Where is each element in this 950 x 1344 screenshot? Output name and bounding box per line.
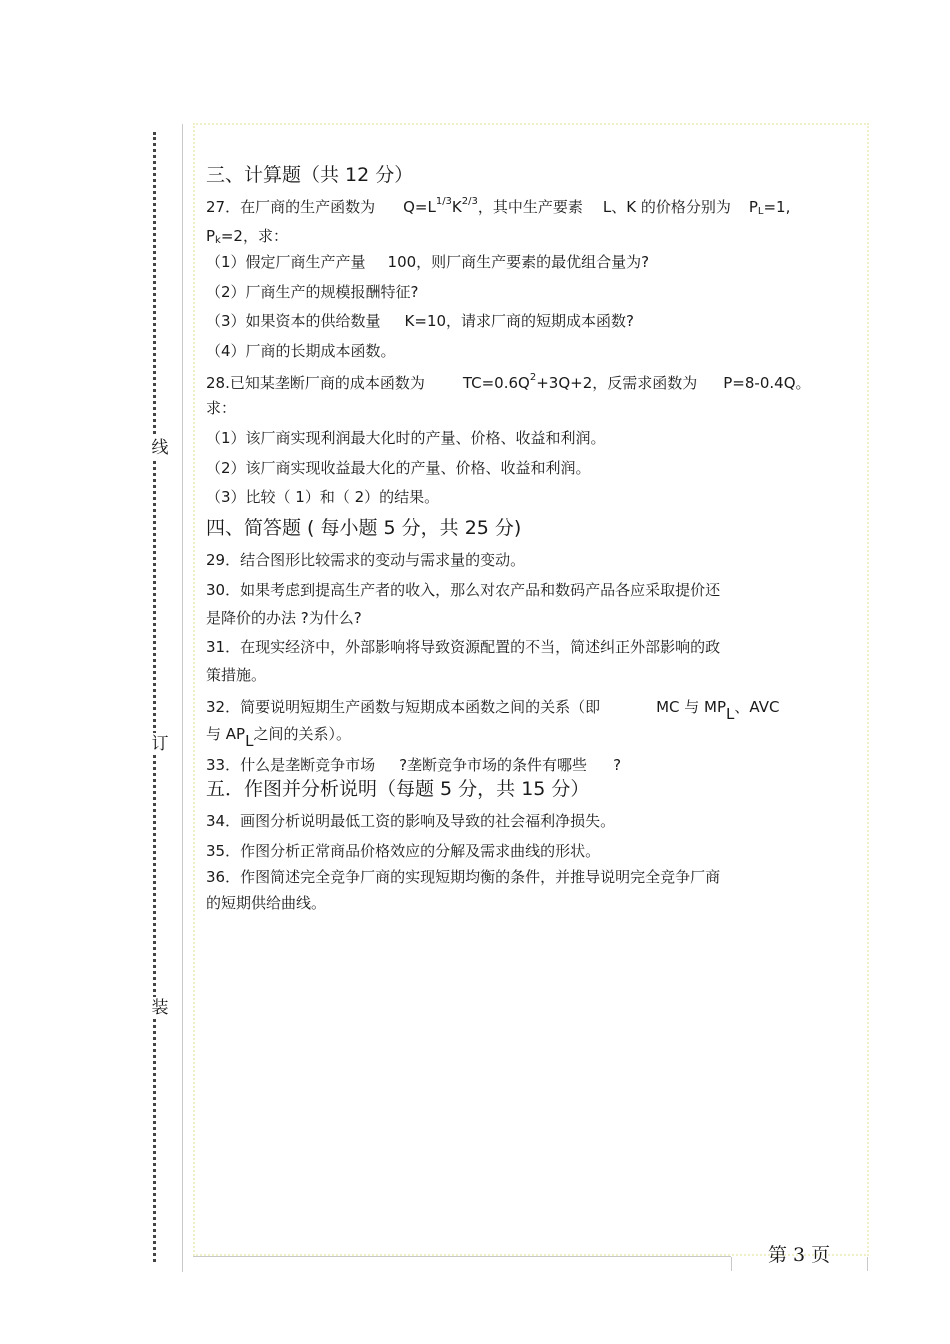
question-27-part-3: [206, 311, 634, 331]
question-27-part-4: （4）厂商的长期成本函数。: [206, 342, 396, 360]
q28-formula-tc: TC=0.6Q: [462, 374, 530, 392]
page-number: 第 3 页: [768, 1244, 831, 1266]
section-title-drawing: 五．作图并分析说明（每题 5 分，共 15 分）: [206, 778, 590, 800]
q32-ap-sub-l: L: [245, 732, 254, 750]
q27-exponent-k: 2/3: [461, 196, 478, 207]
q27-price-sub-l: L: [757, 206, 764, 217]
q32-text-c: 、AVC: [734, 698, 780, 716]
q32-ap: 与 AP: [206, 725, 246, 743]
q33-text-a: 33．什么是垄断竞争市场: [206, 756, 376, 774]
question-30-line-1: 30．如果考虑到提高生产者的收入，那么对农产品和数码产品各应采取提价还: [206, 581, 721, 599]
question-28-part-3: （3）比较（ 1）和（ 2）的结果。: [206, 488, 440, 506]
section-title-short-answer: 四、简答题 ( 每小题 5 分，共 25 分): [206, 517, 522, 539]
footer-rule: [193, 1256, 731, 1257]
question-30-line-2: 是降价的办法 ?为什么?: [206, 609, 362, 627]
question-27-part-2: （2）厂商生产的规模报酬特征?: [206, 283, 419, 301]
binding-margin-dotted-line: [153, 132, 156, 1262]
question-32-line-2: [206, 724, 351, 750]
question-28-line-1: [206, 373, 811, 393]
question-31-line-1: 31．在现实经济中，外部影响将导致资源配置的不当，简述纠正外部影响的政: [206, 638, 721, 656]
question-31-line-2: 策措施。: [206, 666, 267, 684]
question-34: 34．画图分析说明最低工资的影响及导致的社会福利净损失。: [206, 812, 616, 830]
q27-part-1-b: 100，则厂商生产要素的最优组合量为?: [387, 253, 650, 271]
q27-pk-p: P: [206, 227, 216, 245]
q27-part-3-a: （3）如果资本的供给数量: [206, 312, 381, 330]
q33-text-b: ?垄断竞争市场的条件有哪些: [399, 756, 588, 774]
q32-sub-l: L: [726, 705, 735, 723]
section-title-calculation: 三、计算题（共 12 分）: [206, 164, 414, 186]
q27-text-e: L、K 的价格分别为: [602, 198, 731, 216]
q27-price-value: =1,: [763, 198, 791, 216]
question-27-part-1: [206, 252, 649, 272]
q32-text-a: 32．简要说明短期生产函数与短期成本函数之间的关系（即: [206, 698, 601, 716]
q27-text-d: ，其中生产要素: [477, 198, 583, 216]
binding-char-ding: 订: [149, 733, 171, 755]
q27-exponent-l: 1/3: [435, 196, 452, 207]
margin-rule: [182, 124, 183, 1272]
q28-exponent: 2: [529, 372, 537, 383]
q27-pk-value: =2，求：: [220, 227, 288, 245]
question-27-line-2: [206, 226, 288, 246]
question-28-part-2: （2）该厂商实现收益最大化的产量、价格、收益和利润。: [206, 459, 591, 477]
question-28-line-2: 求：: [206, 399, 237, 417]
q27-formula-q: Q=L: [403, 198, 436, 216]
question-33: [206, 755, 621, 775]
question-32-line-1: [206, 697, 780, 723]
question-29: 29．结合图形比较需求的变动与需求量的变动。: [206, 551, 526, 569]
q27-text-a: 27．在厂商的生产函数为: [206, 198, 376, 216]
question-28-part-1: （1）该厂商实现利润最大化时的产量、价格、收益和利润。: [206, 429, 606, 447]
binding-char-xian: 线: [149, 437, 171, 459]
q33-text-c: ?: [613, 756, 622, 774]
question-35: 35．作图分析正常商品价格效应的分解及需求曲线的形状。: [206, 842, 601, 860]
q27-price-p: P: [748, 198, 758, 216]
q27-part-3-b: K=10，请求厂商的短期成本函数?: [404, 312, 635, 330]
footer-tick-right: [867, 1257, 868, 1271]
q32-text-tail: 之间的关系）。: [253, 725, 351, 743]
q27-pk-sub: k: [215, 235, 221, 246]
question-36-line-2: 的短期供给曲线。: [206, 894, 327, 912]
question-27-line-1: [206, 197, 790, 217]
q27-formula-k: K: [451, 198, 462, 216]
q28-text-c: +3Q+2，反需求函数为: [536, 374, 698, 392]
q28-demand: P=8-0.4Q。: [723, 374, 811, 392]
q32-text-b: MC 与 MP: [656, 698, 727, 716]
footer-tick-left: [731, 1257, 732, 1271]
q27-part-1-a: （1）假定厂商生产产量: [206, 253, 366, 271]
binding-char-zhuang: 装: [149, 997, 171, 1019]
q28-text-a: 28.已知某垄断厂商的成本函数为: [206, 374, 425, 392]
question-36-line-1: 36．作图简述完全竞争厂商的实现短期均衡的条件，并推导说明完全竞争厂商: [206, 868, 721, 886]
